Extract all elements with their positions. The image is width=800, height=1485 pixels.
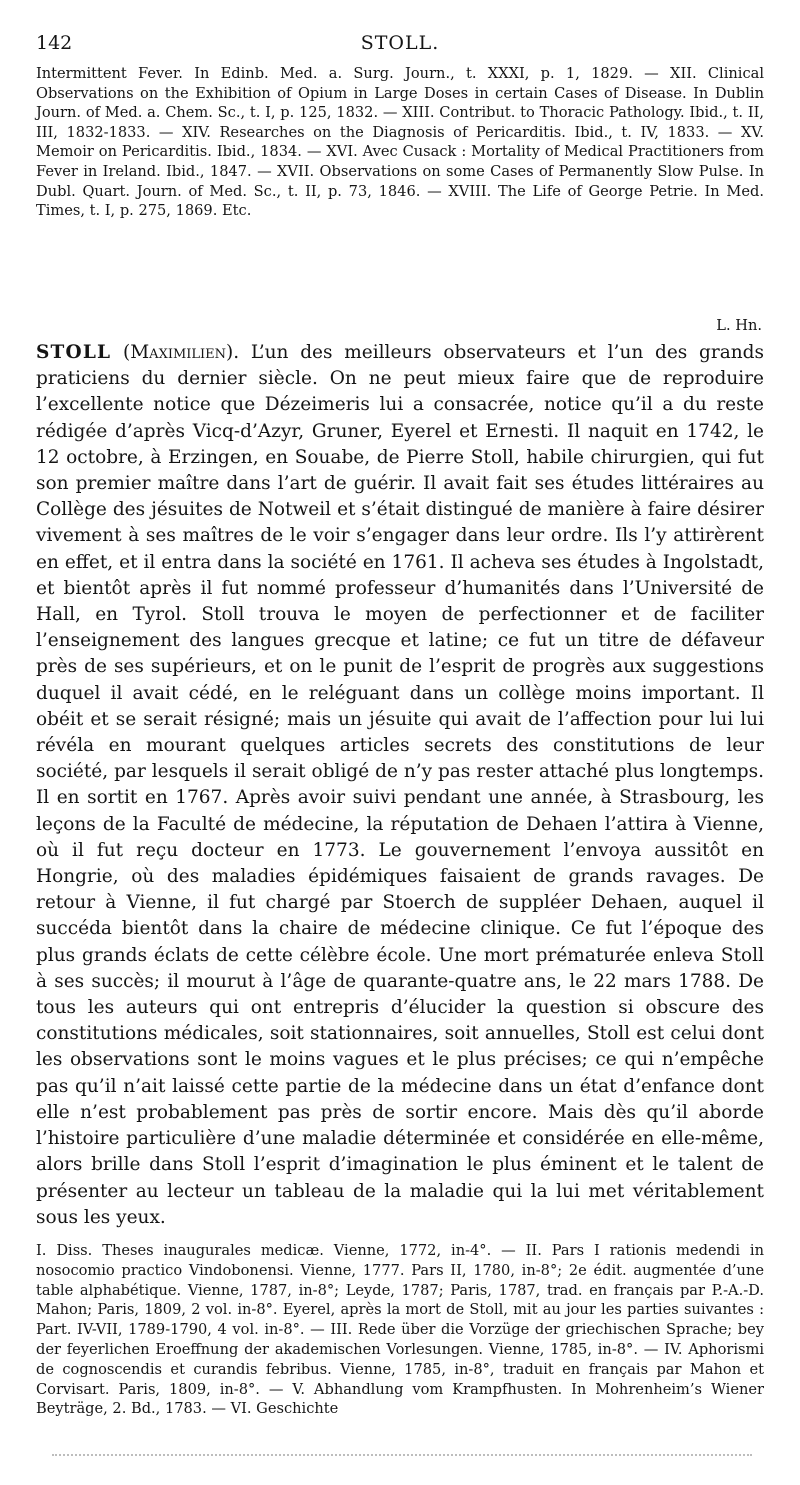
page-header	[36, 32, 764, 58]
running-head: STOLL.	[360, 32, 440, 54]
bibliography-notes: I. Diss. Theses inaugurales medicæ. Vienne, 1772, in-4°. — II. Pars I rationis medendi in nosocomio practico Vindobonensi. Vienne, 1777. Pars II, 1780, in-8°; 2e édit. augmentée d’une table alphabétique. Vienne, 1787, in-8°; Leyde, 1787; Paris, 1787, trad. en français par P.-A.-D. Mahon; Paris, 1809, 2 vol. in-8°. Eyerel, après la mort de Stoll, mit au jour les parties suivantes : Part. IV-VII, 1789-1790, 4 vol. in-8°. — III. Rede über die Vorzüge der griechischen Sprache; bey der feyerlichen Eroeffnung der akademischen Vorlesungen. Vienne, 1785, in-8°. — IV. Aphorismi de cognoscendis et curandis febribus. Vienne, 1785, in-8°, traduit en français par Mahon et Corvisart. Paris, 1809, in-8°. — V. Abhandlung vom Krampfhusten. In Mohrenheim’s Wiener Beyträge, 2. Bd., 1783. — VI. Geschichte	[36, 1242, 764, 1418]
article-body	[36, 340, 764, 1231]
entry-headword: STOLL	[36, 342, 112, 363]
article-paragraph: L’un des meilleurs observateurs et l’un des grands praticiens du dernier siècle. On ne peut mieux faire que de reproduire l’excellente notice que Dézeimeris lui a consacrée, notice qu’il a du reste rédigée d’après Vicq-d’Azyr, Gruner, Eyerel et Ernesti. Il naquit en 1742, le 12 octobre, à Erzingen, en Souabe, de Pierre Stoll, habile chirurgien, qui fut son premier maître dans l’art de guérir. Il avait fait ses études littéraires au Collège des jésuites de Notweil et s’était distingué de manière à faire désirer vivement à ses maîtres de le voir s’engager dans leur ordre. Ils l’y attirèrent en effet, et il entra dans la société en 1761. Il acheva ses études à Ingolstadt, et bientôt après il fut nommé professeur d’humanités dans l’Université de Hall, en Tyrol. Stoll trouva le moyen de perfectionner et de faciliter l’enseignement des langues grecque et latine; ce fut un titre de défaveur près de ses supérieurs, et on le punit de l’esprit de progrès aux suggestions duquel il avait cédé, en le reléguant dans un collège moins important. Il obéit et se serait résigné; mais un jésuite qui avait de l’affection pour lui lui révéla en mourant quelques articles secrets des constitutions de leur société, par lesquels il serait obligé de n’y pas rester attaché plus longtemps. Il en sortit en 1767. Après avoir suivi pendant une année, à Strasbourg, les leçons de la Faculté de médecine, la réputation de Dehaen l’attira à Vienne, où il fut reçu docteur en 1773. Le gouvernement l’envoya aussitôt en Hongrie, où des maladies épidémiques faisaient de grands ravages. De retour à Vienne, il fut chargé par Stoerch de suppléer Dehaen, auquel il succéda bientôt dans la chaire de médecine clinique. Ce fut l’époque des plus grands éclats de cette célèbre école. Une mort prématurée enleva Stoll à ses succès; il mourut à l’âge de quarante-quatre ans, le 22 mars 1788. De tous les auteurs qui ont entrepris d’élucider la question si obscure des constitutions médicales, soit stationnaires, soit annuelles, Stoll est celui dont les observations sont le moins vagues et le plus précises; ce qui n’empêche pas qu’il n’ait laissé cette partie de la médecine dans un état d’enfance dont elle n’est probablement pas près de sortir encore. Mais dès qu’il aborde l’histoire particulière d’une maladie déterminée et considérée en elle-même, alors brille dans Stoll l’esprit d’imagination le plus éminent et le talent de présenter au lecteur un tableau de la maladie qui la lui met véritablement sous les yeux.	[36, 342, 764, 1228]
author-signature: L. Hn.	[716, 317, 762, 334]
scan-edge-line	[52, 1454, 752, 1458]
previous-entry-text: Intermittent Fever. In Edinb. Med. a. Surg. Journ., t. XXXI, p. 1, 1829. — XII. Clinical Observations on the Exhibition of Opium in Large Doses in certain Cases of Disease. In Dublin Journ. of Med. a. Chem. Sc., t. I, p. 125, 1832. — XIII. Contribut. to Thoracic Pathology. Ibid., t. II, III, 1832-1833. — XIV. Researches on the Diagnosis of Pericarditis. Ibid., t. IV, 1833. — XV. Memoir on Pericarditis. Ibid., 1834. — XVI. Avec Cusack : Mortality of Medical Practitioners from Fever in Ireland. Ibid., 1847. — XVII. Observations on some Cases of Permanently Slow Pulse. In Dubl. Quart. Journ. of Med. Sc., t. II, p. 73, 1846. — XVIII. The Life of George Petrie. In Med. Times, t. I, p. 275, 1869. Etc.	[36, 65, 764, 220]
page-number: 142	[36, 32, 73, 54]
entry-given-name: (Maximilien).	[123, 342, 240, 363]
